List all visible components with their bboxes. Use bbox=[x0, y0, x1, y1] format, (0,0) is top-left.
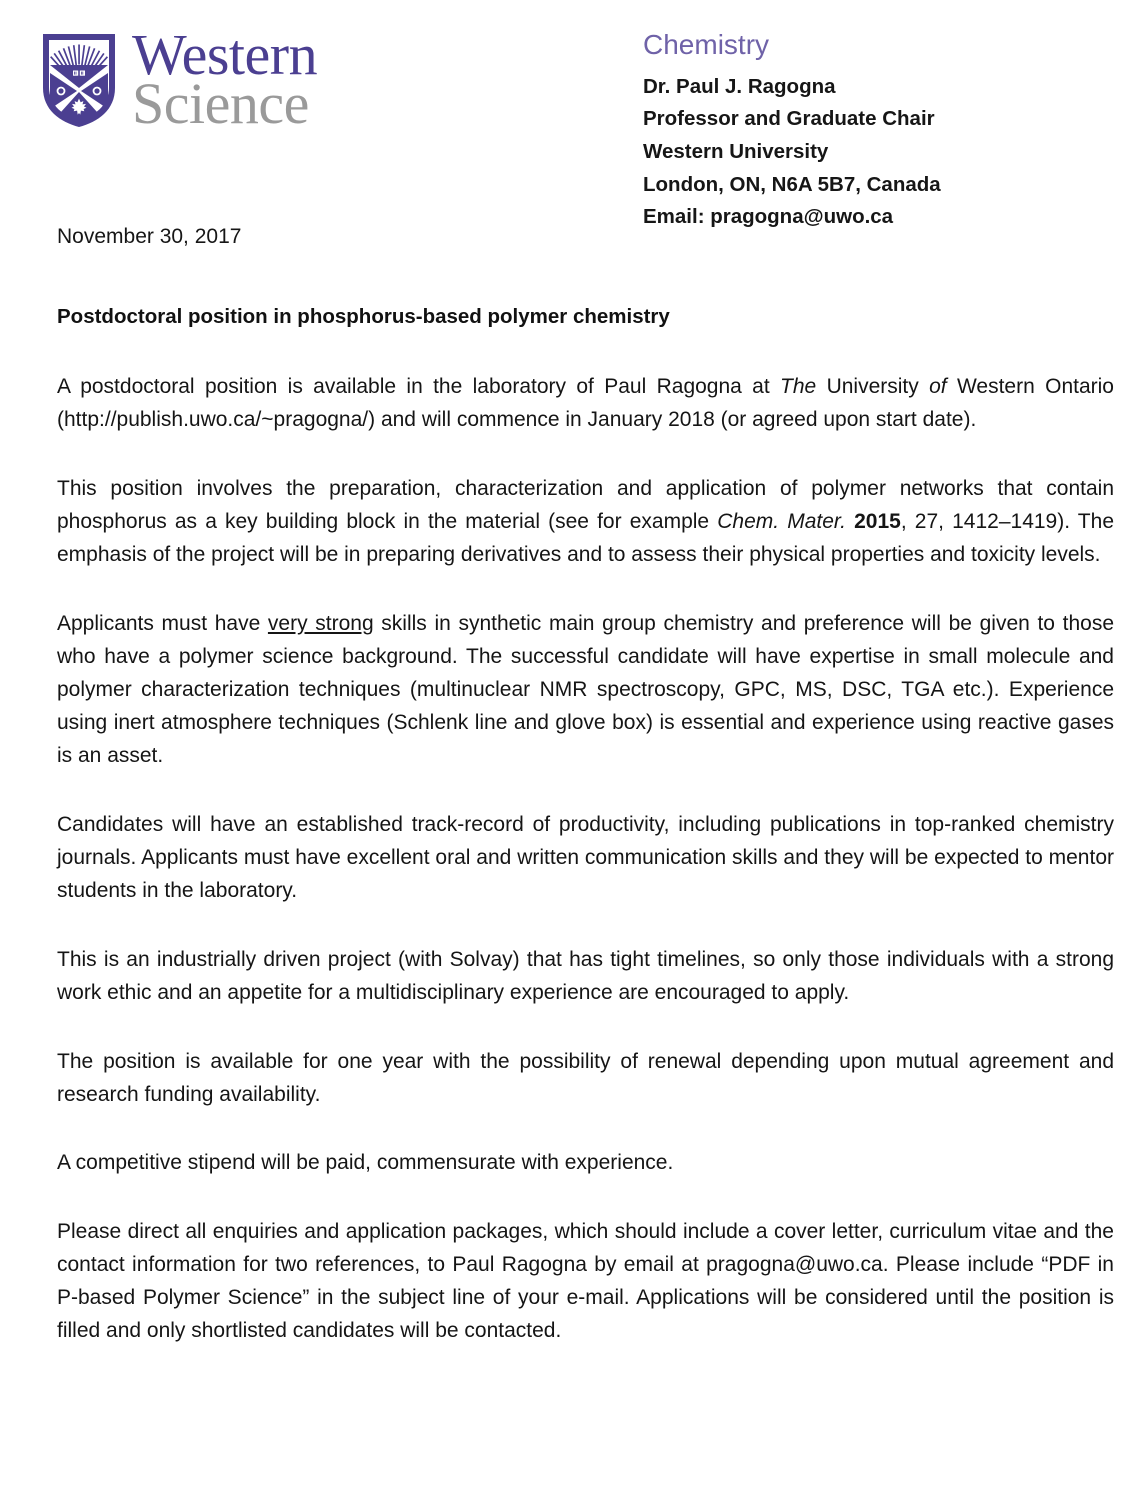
paragraph-p4-track-record: Candidates will have an established track-record of productivity, including publications in top-ranked chemistry journals. Applicants must have excellent oral and written communication skills and they will be expected to mentor students in the laboratory. bbox=[57, 812, 1114, 902]
contact-institution: Western University bbox=[643, 139, 829, 163]
wordmark-science: Science bbox=[132, 70, 309, 136]
letter-date: November 30, 2017 bbox=[57, 225, 242, 248]
paragraph-p2-scope: This position involves the preparation, characterization and application of polymer networks that contain phosphorus as a key building block in the material (see for example Chem. Mater. 2015, 27, 1412–1419). The emphasis of the project will be in preparing derivatives and to assess their physical properties and toxicity levels. bbox=[57, 476, 1114, 566]
text-run-italic: The bbox=[780, 375, 817, 398]
paragraph-p3-requirements: Applicants must have very strong skills in synthetic main group chemistry and preference will be given to those who have a polymer science background. The successful candidate will have expertise in small molecule and polymer characterization techniques (multinuclear NMR spectroscopy, GPC, MS, DSC, TGA etc.). Experience using inert atmosphere techniques (Schlenk line and glove box) is essential and experience using reactive gases is an asset. bbox=[57, 611, 1115, 767]
letter-paragraphs bbox=[57, 329, 1114, 1348]
paragraph-p1-availability: A postdoctoral position is available in the laboratory of Paul Ragogna at The University of Western Ontario (http://publish.uwo.ca/~pragogna/) and will commence in January 2018 (or agreed upon start date). bbox=[57, 375, 1114, 431]
wordmark-western: Western bbox=[132, 22, 318, 87]
text-run-italic: of bbox=[929, 375, 947, 398]
contact-name: Dr. Paul J. Ragogna bbox=[643, 74, 836, 98]
letter-body bbox=[0, 225, 1136, 1348]
letter-subject: Postdoctoral position in phosphorus-based polymer chemistry bbox=[57, 305, 670, 328]
paragraph-p6-term: The position is available for one year with the possibility of renewal depending upon mutual agreement and research funding availability. bbox=[57, 1049, 1114, 1106]
paragraph-p5-industrial: This is an industrially driven project (with Solvay) that has tight timelines, so only those individuals with a strong work ethic and an appetite for a multidisciplinary experience are encouraged to apply. bbox=[57, 947, 1114, 1004]
contact-address: London, ON, N6A 5B7, Canada bbox=[643, 172, 941, 196]
text-run-italic: Chem. Mater. bbox=[717, 509, 846, 533]
text-run-underline: very strong bbox=[267, 611, 374, 635]
contact-email: Email: pragogna@uwo.ca bbox=[643, 205, 894, 229]
western-science-logo bbox=[40, 22, 318, 136]
sender-contact-block bbox=[643, 30, 941, 234]
western-university-shield-icon bbox=[40, 30, 118, 130]
western-science-wordmark bbox=[132, 22, 318, 136]
text-run-bold: 2015 bbox=[854, 509, 901, 533]
department-heading: Chemistry bbox=[643, 29, 770, 60]
paragraph-p8-how-to-apply: Please direct all enquiries and application packages, which should include a cover letter, curriculum vitae and the contact information for two references, to Paul Ragogna by email at pragogna@uwo.ca. Please include “PDF in P-based Polymer Science” in the subject line of your e-mail. Applications will be considered until the position is filled and only shortlisted candidates will be contacted. bbox=[57, 1220, 1114, 1343]
paragraph-p7-stipend: A competitive stipend will be paid, commensurate with experience. bbox=[57, 1151, 674, 1175]
letterhead bbox=[0, 0, 1136, 229]
contact-title: Professor and Graduate Chair bbox=[643, 107, 935, 131]
